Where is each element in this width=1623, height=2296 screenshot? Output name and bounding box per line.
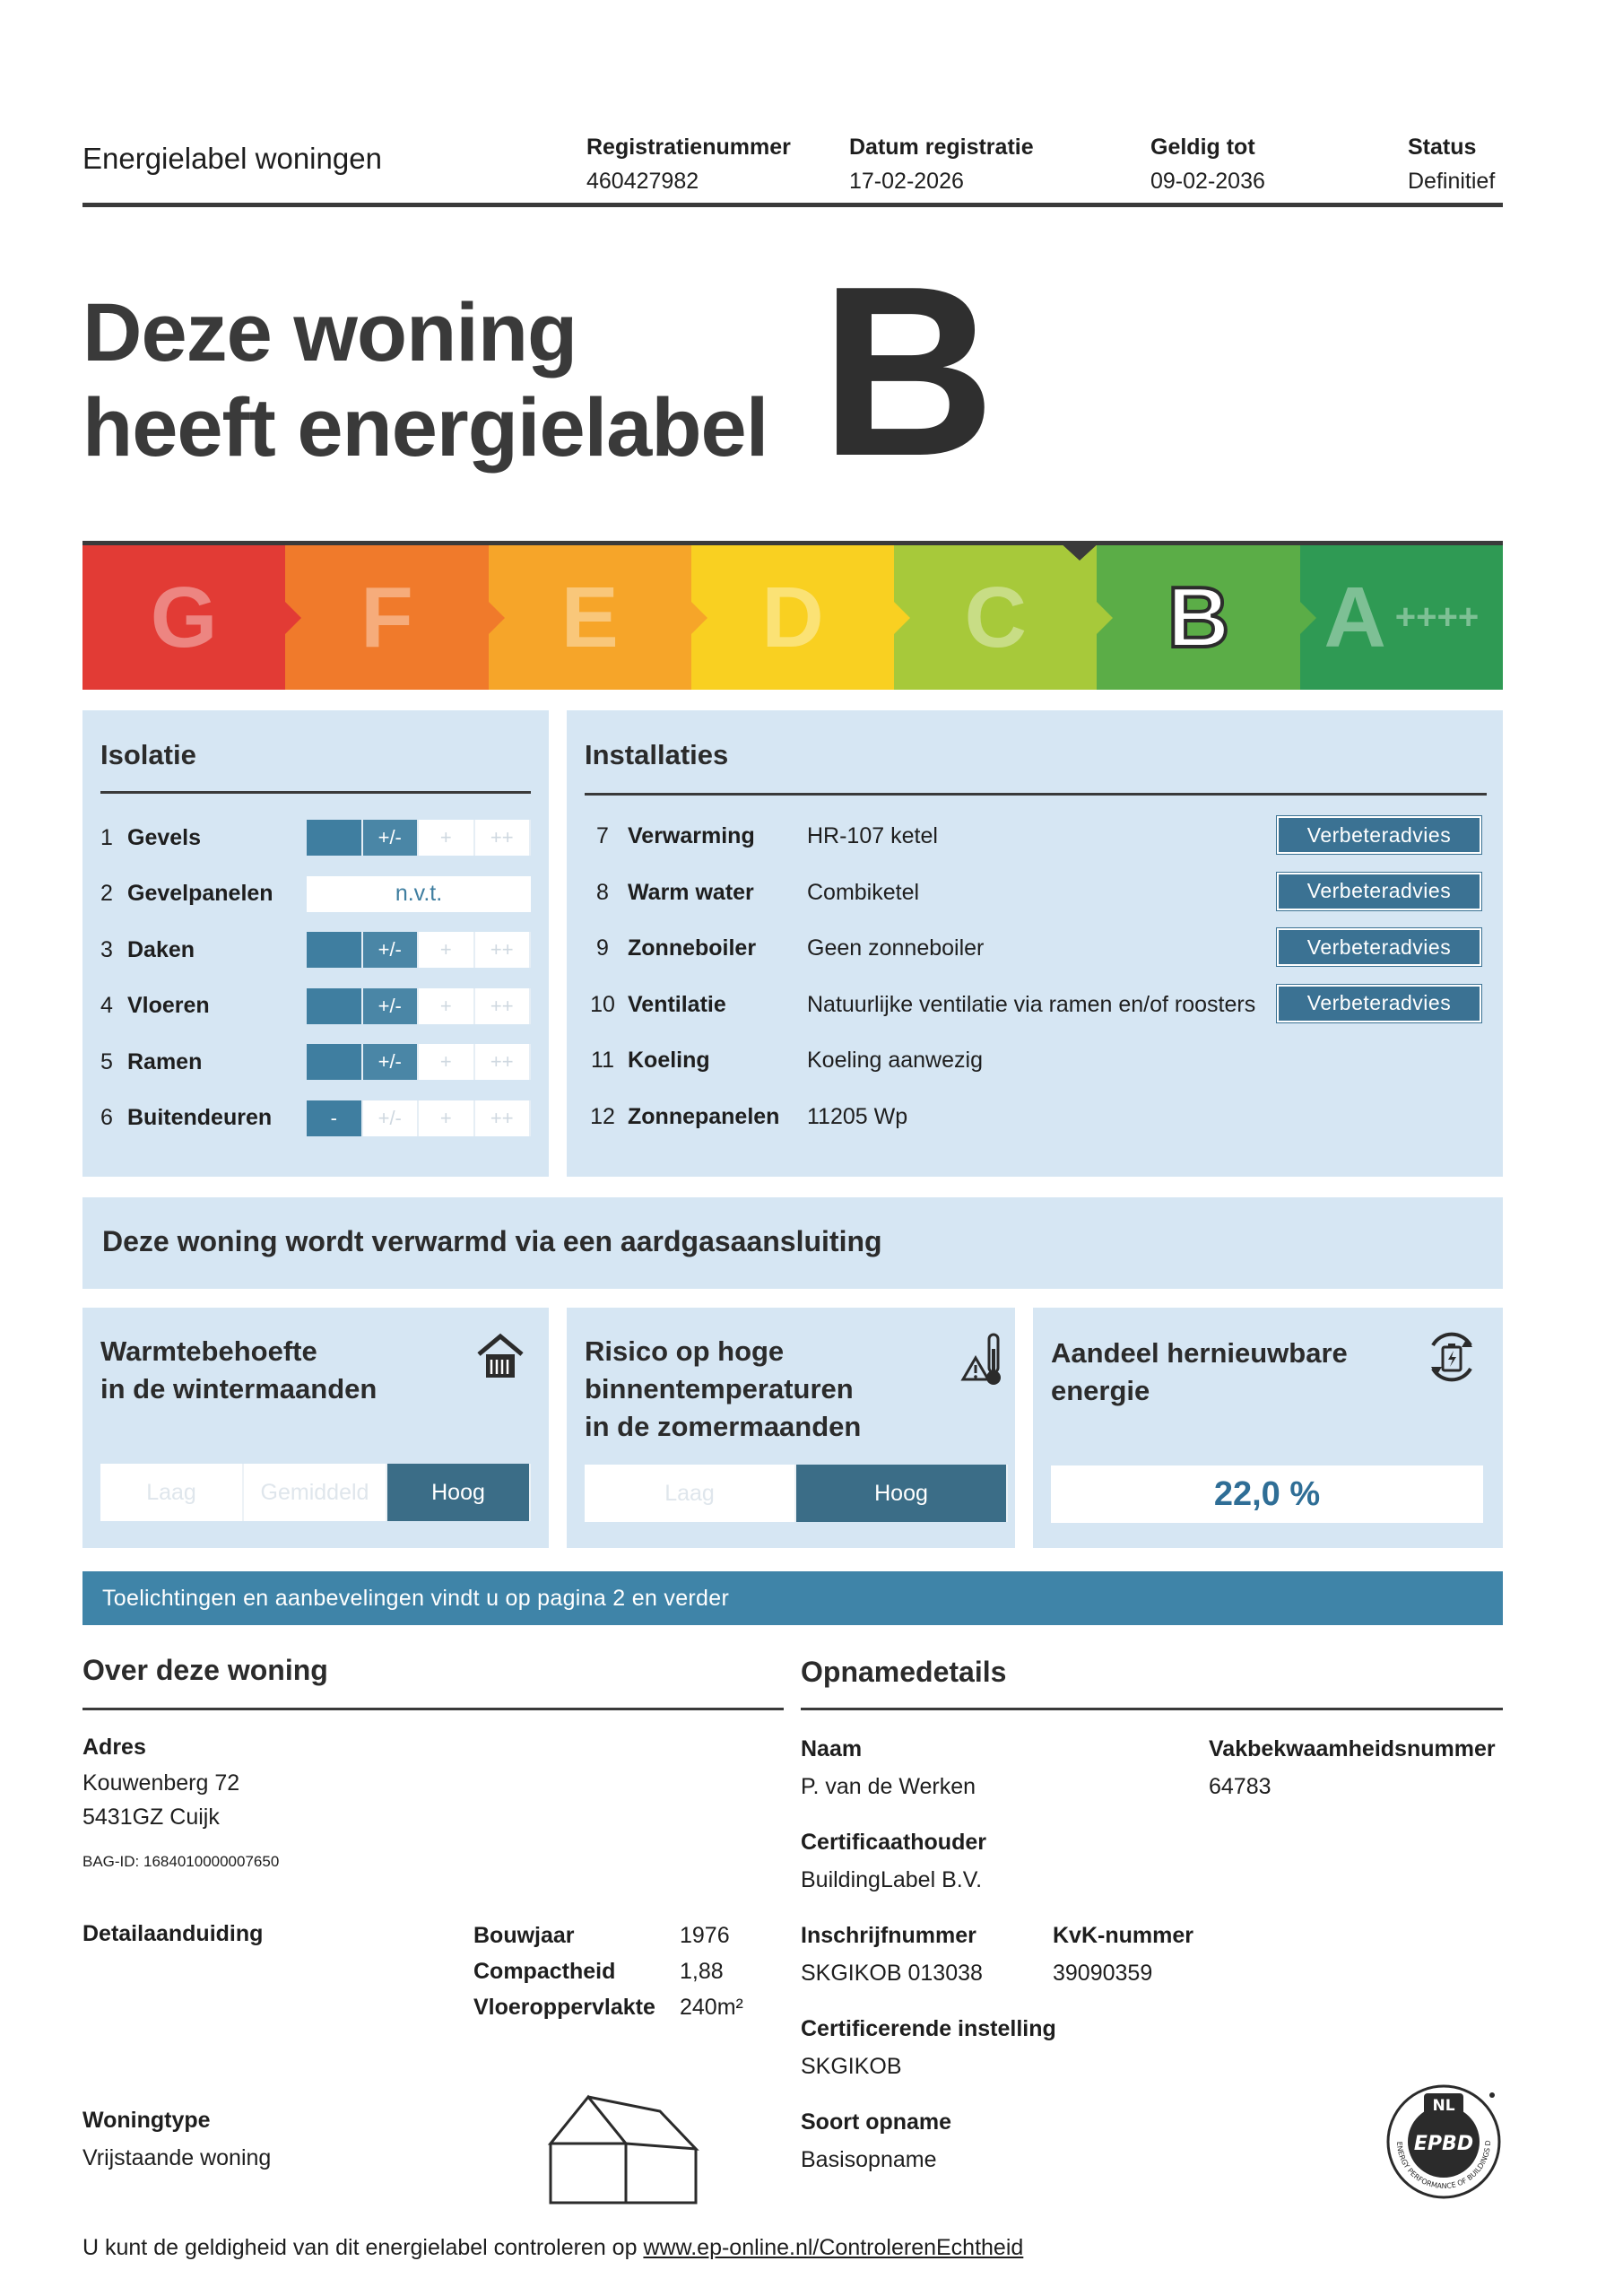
isolatie-row-number: 4 [100,993,113,1018]
verbeteradvies-button[interactable]: Verbeteradvies [1277,985,1481,1022]
installatie-row [585,985,1481,1024]
renewable-battery-icon [1420,1326,1483,1393]
compactheid-value: 1,88 [680,1959,724,1984]
scale-segment-c [894,545,1097,690]
isolatie-rating-box: ++ [475,1044,532,1080]
isolatie-rating-box [307,932,363,968]
detail-label: Detailaanduiding [82,1921,264,1946]
risico-title-line-1: Risico op hoge [585,1335,785,1367]
info-banner: Toelichtingen en aanbevelingen vindt u op pagina 2 en verder [82,1571,1503,1625]
isolatie-rating-box: +/- [363,820,420,856]
isolatie-rating-box: +/- [363,1100,420,1136]
warmte-title-line-1: Warmtebehoefte [100,1335,317,1367]
adres-line-1: Kouwenberg 72 [82,1770,240,1796]
isolatie-rating-box [307,988,363,1024]
isolatie-not-applicable: n.v.t. [307,876,531,912]
verbeteradvies-button[interactable]: Verbeteradvies [1277,928,1481,966]
epbd-ring-text: ENERGY PERFORMANCE OF BUILDINGS D [1394,2140,1493,2191]
installatie-row-label: Zonneboiler [628,935,757,961]
footer-text: U kunt de geldigheid van dit energielabel controleren op [82,2235,644,2260]
installatie-row-value: Combiketel [807,879,920,905]
risico-level-hoog: Hoog [796,1465,1008,1522]
isolatie-rating [307,820,531,856]
warning-thermometer-icon [959,1331,1004,1391]
installatie-row [585,1097,1481,1136]
compactheid-label: Compactheid [473,1959,616,1984]
registration-number-value: 460427982 [586,169,699,194]
isolatie-row [100,930,531,970]
over-title: Over deze woning [82,1654,328,1686]
isolatie-rating-box: + [419,820,475,856]
installatie-row [585,928,1481,968]
installatie-row-label: Zonnepanelen [628,1103,780,1129]
scale-letter-d: D [761,569,824,665]
instelling-label: Certificerende instelling [801,2016,1056,2041]
isolatie-row [100,818,531,857]
vloeroppervlakte-label: Vloeroppervlakte [473,1995,655,2020]
woningtype-value: Vrijstaande woning [82,2145,272,2170]
isolatie-row-number: 3 [100,936,113,962]
opname-title: Opnamedetails [801,1656,1007,1688]
valid-until-label: Geldig tot [1150,135,1255,160]
isolatie-row-label: Gevelpanelen [127,881,273,906]
epbd-nl-text: NL [1432,2097,1455,2115]
scale-letter-c: C [964,569,1027,665]
isolatie-row-number: 6 [100,1105,113,1130]
isolatie-row-label: Daken [127,936,195,962]
soort-opname-value: Basisopname [801,2147,937,2172]
installatie-row-number: 12 [590,1103,615,1129]
vakbekwaamheid-value: 64783 [1209,1774,1271,1799]
installaties-title: Installaties [585,739,729,770]
opname-divider [801,1708,1503,1710]
isolatie-rating-box: + [419,988,475,1024]
vloeroppervlakte-value: 240m² [680,1995,743,2020]
installatie-row-number: 8 [596,879,609,905]
isolatie-rating-box [307,820,363,856]
inschrijfnummer-value: SKGIKOB 013038 [801,1961,983,1986]
scale-segment-d [691,545,894,690]
risico-title [585,1333,861,1446]
registration-number-label: Registratienummer [586,135,791,160]
warmte-level-meter [100,1464,531,1521]
isolatie-row-label: Gevels [127,824,202,850]
adres-label: Adres [82,1735,146,1760]
scale-letter-f: F [360,569,413,665]
isolatie-row-number: 1 [100,824,113,850]
adres-line-2: 5431GZ Cuijk [82,1805,220,1830]
isolatie-row [100,1042,531,1082]
isolatie-rating-box: +/- [363,932,420,968]
isolatie-row [100,987,531,1026]
installatie-row-number: 10 [590,991,615,1017]
isolatie-row [100,1099,531,1138]
hernieuwbaar-title [1051,1335,1348,1410]
isolatie-rating-box [307,1044,363,1080]
risico-title-line-2: binnentemperaturen [585,1373,854,1405]
house-heating-icon [475,1331,525,1386]
isolatie-row-number: 5 [100,1048,113,1074]
footer-note [82,2235,1023,2261]
isolatie-title: Isolatie [100,739,196,770]
installatie-row-value: Geen zonneboiler [807,935,985,961]
document-title: Energielabel woningen [82,142,382,175]
certificaathouder-label: Certificaathouder [801,1830,986,1855]
energy-label-scale [82,541,1503,690]
hero-heading [82,285,768,475]
registration-date-block [849,130,1034,198]
scale-arrow [285,602,301,634]
naam-value: P. van de Werken [801,1774,976,1799]
installatie-row-number: 11 [591,1048,614,1073]
scale-letter-b: B [1167,569,1230,665]
registration-number-block [586,130,791,198]
hernieuwbaar-title-line-1: Aandeel hernieuwbare [1051,1337,1348,1369]
installatie-row-number: 7 [596,823,609,848]
woningtype-label: Woningtype [82,2108,211,2133]
isolatie-row-label: Buitendeuren [127,1105,273,1130]
scale-arrow [1097,602,1113,634]
epbd-logo [1381,2079,1506,2209]
bouwjaar-label: Bouwjaar [473,1923,575,1948]
warmte-level-gemiddeld: Gemiddeld [244,1464,387,1521]
energy-label-letter: B [820,237,995,507]
verbeteradvies-button[interactable]: Verbeteradvies [1277,816,1481,854]
installaties-divider [585,793,1487,796]
header-divider [82,203,1503,207]
hernieuwbaar-value: 22,0 % [1051,1465,1483,1523]
scale-segment-e [489,545,691,690]
isolatie-rating-box: ++ [475,1100,532,1136]
installatie-row [585,873,1481,912]
installatie-row-value: HR-107 ketel [807,823,938,848]
epbd-main-text: EPBD [1413,2133,1474,2155]
hernieuwbaar-title-line-2: energie [1051,1375,1150,1406]
scale-segment-a [1300,545,1503,690]
installatie-row-label: Koeling [628,1048,710,1073]
scale-segment-b [1097,545,1299,690]
scale-arrow [489,602,505,634]
isolatie-rating-box: ++ [475,988,532,1024]
bouwjaar-value: 1976 [680,1923,730,1948]
warmte-level-hoog: Hoog [387,1464,531,1521]
installatie-row-label: Warm water [628,879,754,905]
verification-link[interactable]: www.ep-online.nl/ControlerenEchtheid [643,2235,1024,2260]
valid-until-block [1150,130,1265,198]
status-label: Status [1408,135,1477,160]
warmte-title [100,1333,377,1408]
scale-segment-f [285,545,488,690]
registration-date-value: 17-02-2026 [849,169,964,194]
detached-house-icon [547,2090,699,2211]
active-label-pointer [1058,541,1101,561]
isolatie-row-number: 2 [100,881,113,906]
status-block [1408,130,1495,198]
hero-line-2: heeft energielabel [82,382,768,474]
installatie-row-label: Ventilatie [628,991,726,1017]
soort-opname-label: Soort opname [801,2109,952,2135]
isolatie-rating-box: - [307,1100,363,1136]
kvk-label: KvK-nummer [1053,1923,1193,1948]
inschrijfnummer-label: Inschrijfnummer [801,1923,976,1948]
naam-label: Naam [801,1736,863,1761]
isolatie-rating [307,932,531,968]
scale-letter-e: E [560,569,619,665]
installatie-row-value: Koeling aanwezig [807,1048,983,1073]
installatie-row-number: 9 [596,935,609,961]
isolatie-row [100,874,531,914]
scale-arrow [691,602,707,634]
warmte-level-laag: Laag [100,1464,244,1521]
instelling-value: SKGIKOB [801,2054,902,2079]
installatie-row [585,1040,1481,1080]
isolatie-divider [100,791,531,794]
isolatie-rating [307,1100,531,1136]
gas-statement: Deze woning wordt verwarmd via een aardgasaansluiting [102,1225,882,1257]
isolatie-rating-box: ++ [475,932,532,968]
hero-line-1: Deze woning [82,287,577,378]
isolatie-rating [307,988,531,1024]
risico-level-laag: Laag [585,1465,796,1522]
vakbekwaamheid-label: Vakbekwaamheidsnummer [1209,1736,1496,1761]
kvk-value: 39090359 [1053,1961,1153,1986]
valid-until-value: 09-02-2036 [1150,169,1265,194]
isolatie-rating-box: +/- [363,988,420,1024]
isolatie-row-label: Ramen [127,1048,203,1074]
status-value: Definitief [1408,169,1496,194]
isolatie-rating [307,1044,531,1080]
warmte-title-line-2: in de wintermaanden [100,1373,378,1405]
bag-id: BAG-ID: 1684010000007650 [82,1853,280,1870]
risico-level-meter [585,1465,1008,1522]
verbeteradvies-button[interactable]: Verbeteradvies [1277,873,1481,910]
scale-letter-a: A [1324,569,1386,665]
over-divider [82,1708,784,1710]
certificaathouder-value: BuildingLabel B.V. [801,1867,983,1892]
isolatie-rating-box: ++ [475,820,532,856]
installatie-row-value: 11205 Wp [807,1103,908,1129]
scale-arrow [894,602,910,634]
scale-arrow [1300,602,1316,634]
scale-segment-g [82,545,285,690]
isolatie-rating-box: + [419,1100,475,1136]
scale-a-plus: ++++ [1394,597,1480,637]
installatie-row-label: Verwarming [628,823,755,848]
isolatie-rating-box: + [419,932,475,968]
isolatie-rating-box: + [419,1044,475,1080]
installatie-row [585,816,1481,856]
isolatie-rating-box: +/- [363,1044,420,1080]
installatie-row-value: Natuurlijke ventilatie via ramen en/of roosters [807,991,1256,1017]
risico-title-line-3: in de zomermaanden [585,1411,862,1442]
scale-letter-g: G [150,569,218,665]
isolatie-row-label: Vloeren [127,993,210,1018]
registration-date-label: Datum registratie [849,135,1034,160]
